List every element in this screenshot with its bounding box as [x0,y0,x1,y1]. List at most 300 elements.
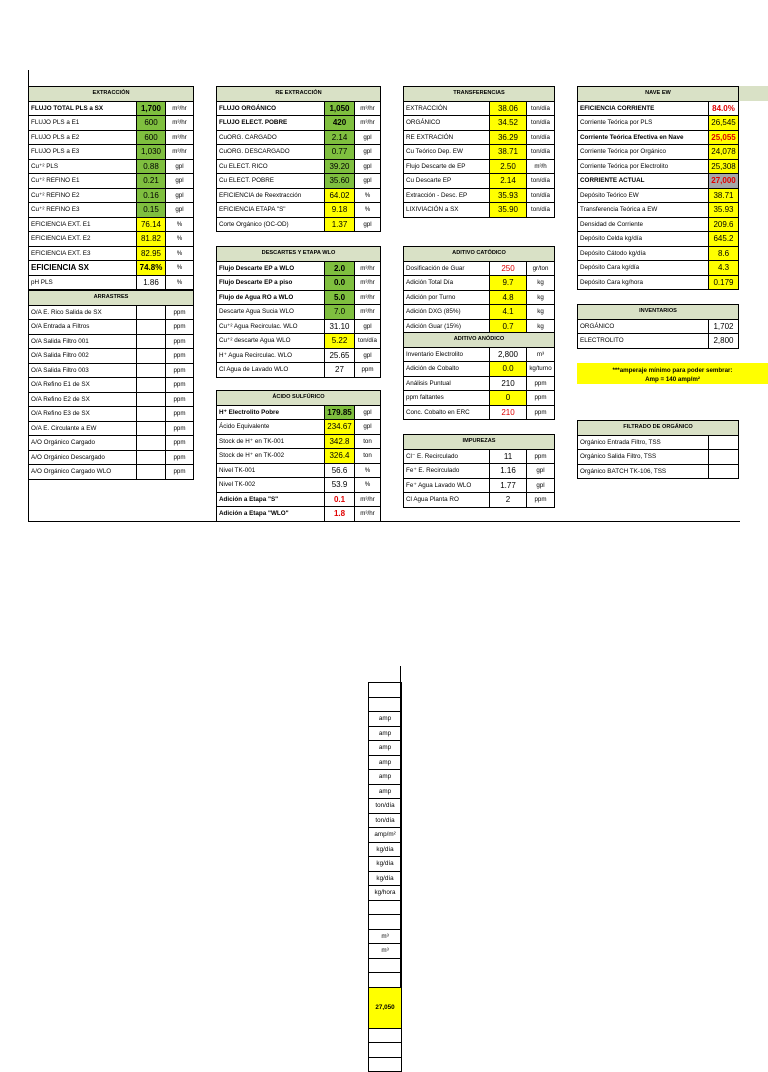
table-row [29,232,194,247]
row-label: Depósito Cátodo kg/día [578,246,709,261]
table-row [404,276,555,291]
row-label: FLUJO PLS a E1 [29,116,137,131]
row-label: FLUJO PLS a E3 [29,145,137,160]
row-unit: ppm [166,349,194,364]
row-unit: gpl [355,159,381,174]
row-value: 31.10 [325,319,355,334]
lower-column-cell: amp [369,755,402,770]
row-label: CuORG. CARGADO [217,130,325,145]
table-row [404,101,555,116]
row-label: Corriente Teórica por Orgánico [578,145,709,160]
table-row [29,116,194,131]
row-unit: ppm [527,405,555,420]
table-row [578,130,739,145]
row-value: 2.14 [325,130,355,145]
row-unit: gpl [166,174,194,189]
row-label: EFICIENCIA EXT. E2 [29,232,137,247]
row-value: 1.77 [490,478,527,493]
row-value: 0.0 [490,362,527,377]
lower-column-cell: kg/hora [369,886,402,901]
row-unit: % [355,478,381,493]
row-value: 36.29 [490,130,527,145]
row-value: 2 [490,493,527,508]
row-value: 9.7 [490,276,527,291]
table-row [217,305,381,320]
row-label: Corriente Teórica por PLS [578,116,709,131]
row-unit: gpl [355,420,381,435]
row-value [137,407,166,422]
table-row [578,174,739,189]
row-value: 210 [490,405,527,420]
row-label: Cu⁺² Agua Recirculac. WLO [217,319,325,334]
row-unit: ppm [166,378,194,393]
row-value: 35.60 [325,174,355,189]
row-value: 76.14 [137,217,166,232]
row-label: FLUJO PLS a E2 [29,130,137,145]
row-value: 0.15 [137,203,166,218]
lower-column-cell: amp [369,712,402,727]
row-label: Nivel TK-001 [217,463,325,478]
row-label: Orgánico Entrada Filtro, TSS [578,435,709,450]
row-value: 8.6 [709,246,739,261]
row-value: 26,545 [709,116,739,131]
acido-sulfurico-table [216,390,381,522]
table-row [217,276,381,291]
reextraccion-title: RE EXTRACCIÓN [217,87,381,102]
row-value: 1,702 [709,319,739,334]
row-label: Flujo Descarte EP a piso [217,276,325,291]
row-label: O/A Refino E2 de SX [29,392,137,407]
lower-column-cell [369,915,402,930]
row-value: 2.0 [325,261,355,276]
extraccion-table [28,86,194,290]
row-label: O/A Salida Filtro 002 [29,349,137,364]
row-unit: ppm [527,493,555,508]
row-value: 600 [137,116,166,131]
anodico-title: ADITIVO ANÓDICO [404,333,555,348]
row-value [709,435,739,450]
aditivo-anodico-table [403,332,555,420]
row-unit: kg [527,290,555,305]
row-value: 645.2 [709,232,739,247]
row-value: 9.18 [325,203,355,218]
table-row [217,463,381,478]
row-unit: kg [527,305,555,320]
row-value: 1.86 [137,275,166,290]
row-label: A/O Orgánico Cargado WLO [29,465,137,480]
row-label: EFICIENCIA SX [29,261,137,276]
row-value [137,349,166,364]
lower-column-cell [369,958,402,973]
table-row [217,492,381,507]
row-unit: ppm [166,320,194,335]
row-value: 1,050 [325,101,355,116]
table-row [404,145,555,160]
lower-column-cell: amp/m² [369,828,402,843]
table-row [578,232,739,247]
table-row [404,188,555,203]
row-value: 25,055 [709,130,739,145]
table-row [404,391,555,406]
lower-column-cell [369,683,402,698]
row-value [137,465,166,480]
row-unit: m³/hr [355,261,381,276]
table-row [404,116,555,131]
row-label: ELECTROLITO [578,334,709,349]
lower-column-cell: amp [369,784,402,799]
table-row [29,174,194,189]
row-unit: % [355,203,381,218]
row-label: Dosificación de Guar [404,261,490,276]
row-label: Cu Teórico Dep. EW [404,145,490,160]
nave-title: NAVE EW [578,87,739,102]
row-value: 35.93 [490,188,527,203]
reextraccion-table [216,86,381,232]
row-label: CuORG. DESCARGADO [217,145,325,160]
row-value: 39.20 [325,159,355,174]
row-label: Depósito Cara kg/día [578,261,709,276]
row-label: Orgánico Salida Filtro, TSS [578,450,709,465]
table-row [404,203,555,218]
row-label: Flujo de Agua RO a WLO [217,290,325,305]
row-label: Depósito Celda kg/día [578,232,709,247]
row-unit: m³/hr [355,276,381,291]
row-unit: gpl [355,174,381,189]
row-value: 5.0 [325,290,355,305]
row-unit: ppm [166,450,194,465]
table-row [217,420,381,435]
row-unit: gpl [355,348,381,363]
row-unit: ton/día [527,145,555,160]
table-row [29,217,194,232]
lower-column-cell: m³ [369,929,402,944]
lower-column-cell: kg/día [369,842,402,857]
row-value [137,436,166,451]
row-label: Depósito Teórico EW [578,188,709,203]
descartes-title: DESCARTES Y ETAPA WLO [217,247,381,262]
row-unit: gpl [527,478,555,493]
filtrado-title: FILTRADO DE ORGÁNICO [578,421,739,436]
row-value: 0.21 [137,174,166,189]
row-unit: % [355,188,381,203]
table-row [217,116,381,131]
row-label: LIXIVIACIÓN a SX [404,203,490,218]
catodico-title: ADITIVO CATÓDICO [404,247,555,262]
row-label: Adición a Etapa "S" [217,492,325,507]
row-label: O/A Salida Filtro 003 [29,363,137,378]
table-row [404,290,555,305]
bottom-border-line [28,521,740,522]
row-value: 5.22 [325,334,355,349]
table-row [29,159,194,174]
row-unit: gpl [527,464,555,479]
lower-column-cell [369,973,402,988]
table-row [217,449,381,464]
table-row [404,449,555,464]
row-label: Descarte Agua Sucia WLO [217,305,325,320]
arrastres-title: ARRASTRES [29,291,194,306]
row-value [137,421,166,436]
table-row [217,319,381,334]
row-unit: m³ [527,347,555,362]
row-label: Cu Descarte EP [404,174,490,189]
table-row [404,261,555,276]
row-label: Stock de H⁺ en TK-002 [217,449,325,464]
row-unit: ppm [527,376,555,391]
row-unit: m³/h [527,159,555,174]
row-label: EXTRACCIÓN [404,101,490,116]
row-label: Cu⁺² REFINO E3 [29,203,137,218]
row-label: Fe⁺ E. Recirculado [404,464,490,479]
row-label: Ácido Equivalente [217,420,325,435]
row-value: 0.16 [137,188,166,203]
row-label: EFICIENCIA EXT. E1 [29,217,137,232]
row-unit: kg [527,319,555,334]
row-unit: ton/día [527,101,555,116]
row-label: Inventario Electrolito [404,347,490,362]
table-row [578,159,739,174]
row-label: Stock de H⁺ en TK-001 [217,434,325,449]
amperaje-note [577,363,768,384]
row-value: 25,308 [709,159,739,174]
row-value [137,363,166,378]
row-value: 74.8% [137,261,166,276]
row-value: 250 [490,261,527,276]
row-value: 0.0 [325,276,355,291]
row-value: 35.93 [709,203,739,218]
table-row [217,405,381,420]
row-value: 7.0 [325,305,355,320]
row-label: A/O Orgánico Cargado [29,436,137,451]
row-label: O/A Entrada a Filtros [29,320,137,335]
row-unit: ton [355,434,381,449]
row-unit: m³/hr [355,492,381,507]
row-unit: m³/hr [355,116,381,131]
row-value: 1,700 [137,101,166,116]
row-value: 4.3 [709,261,739,276]
table-row [578,217,739,232]
row-value: 56.6 [325,463,355,478]
lower-column-cell: 27,050 [369,987,402,1028]
row-unit: ppm [166,407,194,422]
row-unit: gr/ton [527,261,555,276]
row-unit: ppm [166,334,194,349]
table-row [404,478,555,493]
row-label: Cl⁻ E. Recirculado [404,449,490,464]
nave-ew-table [577,86,739,290]
table-row [217,507,381,522]
row-value: 35.90 [490,203,527,218]
row-value: 34.52 [490,116,527,131]
table-row [29,450,194,465]
row-label: Adición Total Día [404,276,490,291]
table-row [29,145,194,160]
table-row [217,348,381,363]
row-value [709,464,739,479]
row-value: 2,800 [709,334,739,349]
row-value [137,392,166,407]
lower-column-cell: ton/día [369,813,402,828]
row-value: 38.71 [490,145,527,160]
row-unit: ppm [355,363,381,378]
row-value: 84.0% [709,101,739,116]
row-label: H⁺ Agua Recirculac. WLO [217,348,325,363]
row-value [137,378,166,393]
row-label: FLUJO TOTAL PLS a SX [29,101,137,116]
row-unit: ppm [166,392,194,407]
row-label: Nivel TK-002 [217,478,325,493]
lower-column-cell: kg/día [369,871,402,886]
lower-column-cell: m³ [369,944,402,959]
table-row [29,130,194,145]
row-label: Cl Agua de Lavado WLO [217,363,325,378]
table-row [217,217,381,232]
row-label: Corriente Teórica por Electrolito [578,159,709,174]
table-row [578,319,739,334]
table-row [217,159,381,174]
row-value: 420 [325,116,355,131]
row-value: 2.50 [490,159,527,174]
table-row [29,392,194,407]
table-row [29,421,194,436]
lower-column-cell: amp [369,741,402,756]
row-value: 64.02 [325,188,355,203]
row-label: Fe⁺ Agua Lavado WLO [404,478,490,493]
row-unit: gpl [166,203,194,218]
lower-column-cell: amp [369,770,402,785]
row-unit: ppm [527,391,555,406]
table-row [404,305,555,320]
amperaje-note-line1: ***amperaje mínimo para poder sembrar: [612,367,733,374]
table-row [578,203,739,218]
row-value: 234.67 [325,420,355,435]
row-label: O/A E. Rico Salida de SX [29,305,137,320]
row-unit: m³/hr [355,507,381,522]
table-row [29,349,194,364]
table-row [404,362,555,377]
row-value: 2.14 [490,174,527,189]
impurezas-table [403,434,555,508]
row-unit: m³/hr [166,145,194,160]
row-unit: ton/día [527,203,555,218]
row-label: FLUJO ORGÁNICO [217,101,325,116]
row-value: 0.77 [325,145,355,160]
row-value: 0.7 [490,319,527,334]
row-unit: % [166,261,194,276]
table-row [217,174,381,189]
row-label: Análisis Puntual [404,376,490,391]
table-row [578,275,739,290]
row-unit: m³/hr [166,130,194,145]
aditivo-catodico-table [403,246,555,334]
table-row [404,464,555,479]
row-label: ORGÁNICO [404,116,490,131]
row-value: 179.85 [325,405,355,420]
row-value: 0.1 [325,492,355,507]
amperaje-note-line2: Amp = 140 amp/m² [645,376,700,383]
table-row [404,405,555,420]
table-row [578,261,739,276]
table-row [404,130,555,145]
row-unit: gpl [355,145,381,160]
table-row [578,246,739,261]
table-row [29,436,194,451]
row-unit: kg/turno [527,362,555,377]
row-label: Cu ELECT. POBRE [217,174,325,189]
row-label: Cu⁺² descarte Agua WLO [217,334,325,349]
table-row [217,101,381,116]
table-row [29,378,194,393]
row-unit: % [166,217,194,232]
row-unit: ppm [166,465,194,480]
table-row [29,275,194,290]
row-label: RE EXTRACIÓN [404,130,490,145]
table-row [29,465,194,480]
row-unit: % [166,232,194,247]
row-label: Adición por Turno [404,290,490,305]
row-label: Transferencia Teórica a EW [578,203,709,218]
extraccion-title: EXTRACCIÓN [29,87,194,102]
row-unit: gpl [355,405,381,420]
row-value: 82.95 [137,246,166,261]
row-label: O/A E. Circulante a EW [29,421,137,436]
lower-column-cell [369,1057,402,1072]
row-unit: kg [527,276,555,291]
row-label: EFICIENCIA ETAPA "S" [217,203,325,218]
table-row [217,290,381,305]
row-value: 210 [490,376,527,391]
row-value [709,450,739,465]
row-value: 600 [137,130,166,145]
table-row [217,188,381,203]
row-value: 342.8 [325,434,355,449]
row-unit: ton/día [527,188,555,203]
lower-column-cell [369,1028,402,1043]
lower-unit-column [368,682,402,1072]
table-row [217,130,381,145]
inventarios-title: INVENTARIOS [578,305,739,320]
row-unit: % [166,275,194,290]
row-unit: ton/día [527,174,555,189]
row-value: 209.6 [709,217,739,232]
table-row [217,363,381,378]
table-row [404,376,555,391]
row-value: 24,078 [709,145,739,160]
table-row [404,159,555,174]
row-value: 38.06 [490,101,527,116]
row-label: EFICIENCIA de Reextracción [217,188,325,203]
row-unit: % [355,463,381,478]
row-value: 1.8 [325,507,355,522]
row-value: 53.9 [325,478,355,493]
row-value: 27 [325,363,355,378]
row-value: 4.8 [490,290,527,305]
row-value: 38.71 [709,188,739,203]
lower-column-cell [369,1043,402,1058]
row-label: EFICIENCIA EXT. E3 [29,246,137,261]
row-label: H⁺ Electrolito Pobre [217,405,325,420]
table-row [29,363,194,378]
row-label: pH PLS [29,275,137,290]
table-row [217,434,381,449]
filtrado-organico-table [577,420,739,479]
row-value: 11 [490,449,527,464]
row-unit: m³/hr [355,290,381,305]
row-value: 25.65 [325,348,355,363]
row-label: Densidad de Corriente [578,217,709,232]
row-value: 81.82 [137,232,166,247]
row-unit: ton/día [527,116,555,131]
